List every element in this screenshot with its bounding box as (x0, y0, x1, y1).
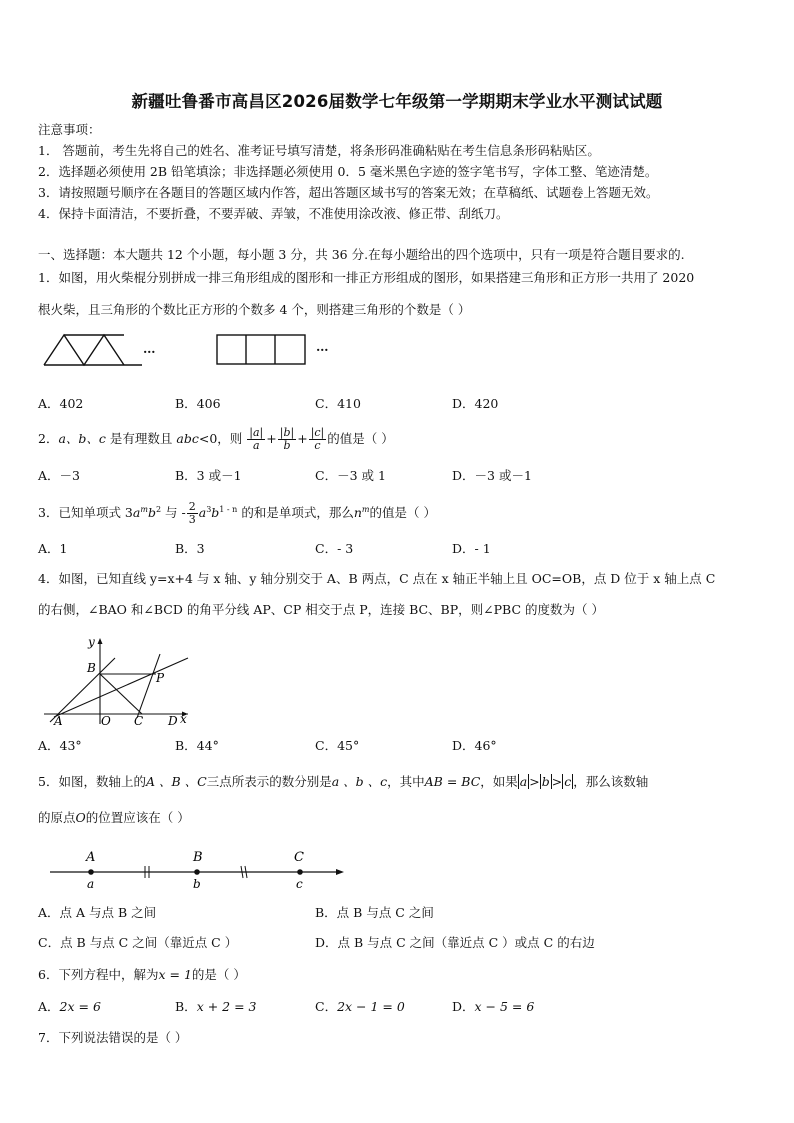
q4-label-y: y (88, 635, 95, 649)
q4-choice-d: D．46° (452, 738, 497, 753)
q5-choice-c: C．点 B 与点 C 之间（靠近点 C ） (38, 935, 238, 950)
q3-choice-b: B．3 (175, 541, 205, 556)
q5-axis-label-A: A (86, 850, 96, 865)
q2-stem: 2．a、b、c 是有理数且 abc<0，则 $\frac{|a|}{a}$ + $\frac{|b|}{b}$ + $\frac{|c|}{c}$ 的值是（ ） (38, 426, 394, 452)
q3-tail: 的值是（ ） (369, 505, 436, 520)
q3-stem: 3．已知单项式 $3a^mb^2$ 与 - $\frac{2}{3}$ $a^3b^{1 - n}$ 的和是单项式，那么$n^m$的值是（ ） (38, 500, 436, 526)
q3-choice-d: D．- 1 (452, 541, 491, 556)
q3-choice-c: C．- 3 (315, 541, 354, 556)
q5-numbers: a 、b 、c (331, 774, 388, 789)
q4-stem-line2: 的右侧，∠BAO 和∠BCD 的角平分线 AP、CP 相交于点 P，连接 BC、BP，则∠PBC 的度数为（ ） (38, 602, 604, 617)
q6-choice-d: D．x − 5 = 6 (452, 999, 535, 1014)
q6-equation: x = 1 (158, 967, 192, 982)
q2-fraction-c: $\frac{|c|}{c}$ (310, 426, 325, 452)
q2-mid: 是有理数且 (105, 431, 177, 446)
q5-axis-label-c: c (296, 877, 303, 891)
q5-stem-line2: 的原点O的位置应该在（ ） (38, 810, 190, 825)
q1-squares-ellipsis: … (316, 339, 329, 354)
q1-stem-line2: 根火柴，且三角形的个数比正方形的个数多 4 个，则搭建三角形的个数是（ ） (38, 302, 471, 317)
q2-vars: a、b、c (58, 431, 106, 446)
q4-label-a: A (54, 714, 63, 728)
q5-stem-line1: 5．如图，数轴上的A 、B 、C三点所表示的数分别是a 、b 、c，其中AB = BC，如果 a > b > c ，那么该数轴 (38, 774, 649, 789)
q4-label-b: B (87, 661, 96, 675)
q5-equation: AB = BC (424, 774, 481, 789)
notice-item: 3．请按照题号顺序在各题目的答题区域内作答，超出答题区域书写的答案无效；在草稿纸、试题卷上答题无效。 (38, 185, 659, 200)
q5-choice-a: A．点 A 与点 B 之间 (38, 905, 157, 920)
q1-choice-d: D．420 (452, 396, 499, 411)
q2-fraction-a: $\frac{|a|}{a}$ (249, 426, 264, 452)
q5-choice-b: B．点 B 与点 C 之间 (315, 905, 434, 920)
q3-intro: 3．已知单项式 3 (38, 505, 133, 520)
q5-abs-a: a (519, 774, 528, 789)
q3-mid: 的和是单项式，那么 (241, 505, 354, 520)
q5-abs-b: b (541, 774, 550, 789)
notice-heading: 注意事项： (38, 122, 101, 137)
q2-choice-a: A．－3 (38, 468, 80, 483)
notice-item: 1． 答题前，考生先将自己的姓名、准考证号填写清楚，将条形码准确粘贴在考生信息条形码粘贴区。 (38, 143, 600, 158)
q4-stem-line1: 4．如图，已知直线 y=x+4 与 x 轴、y 轴分别交于 A、B 两点，C 点在 x 轴正半轴上且 OC=OB，点 D 位于 x 轴上点 C (38, 571, 716, 586)
q5-origin-symbol: O (75, 810, 86, 825)
q4-choice-b: B．44° (175, 738, 219, 753)
q2-choice-d: D．－3 或－1 (452, 468, 532, 483)
q2-choice-b: B．3 或－1 (175, 468, 242, 483)
q3-and: 与 - (165, 505, 186, 520)
q1-choice-a: A．402 (38, 396, 84, 411)
q2-tail: 的值是（ ） (327, 431, 394, 446)
q4-label-x: x (180, 712, 187, 726)
q4-label-o: O (101, 714, 111, 728)
q2-choice-c: C．－3 或 1 (315, 468, 386, 483)
q2-lt: <0，则 (198, 431, 243, 446)
q3-choice-a: A．1 (38, 541, 68, 556)
q5-axis-label-C: C (294, 850, 304, 865)
q5-axis-label-b: b (193, 877, 201, 891)
section-heading: 一、选择题：本大题共 12 个小题，每小题 3 分，共 36 分.在每小题给出的四个选项中，只有一项是符合题目要求的. (38, 247, 685, 262)
q5-axis-label-a: a (87, 877, 95, 891)
q4-label-c: C (134, 714, 144, 728)
q2-cond: abc (176, 431, 199, 446)
notice-item: 4．保持卡面清洁，不要折叠，不要弄破、弄皱，不准使用涂改液、修正带、刮纸刀。 (38, 206, 509, 221)
q1-triangles-ellipsis: … (143, 341, 156, 356)
q1-squares-figure (216, 334, 308, 366)
q5-abs-c: c (564, 774, 572, 789)
q5-choice-d: D．点 B 与点 C 之间（靠近点 C ）或点 C 的右边 (315, 935, 595, 950)
q1-stem-line1: 1．如图，用火柴棍分别拼成一排三角形组成的图形和一排正方形组成的图形，如果搭建三角形和正方形一共用了 2020 (38, 270, 695, 285)
q5-number-line-figure (48, 846, 348, 892)
q3-fraction: $\frac{2}{3}$ (188, 500, 196, 526)
q6-stem: 6．下列方程中，解为x = 1的是（ ） (38, 967, 246, 982)
q1-triangles-figure (42, 333, 142, 369)
q1-choice-c: C．410 (315, 396, 361, 411)
q4-choice-a: A．43° (38, 738, 82, 753)
q2-number: 2． (38, 431, 59, 446)
q5-axis-label-B: B (193, 850, 203, 865)
q7-stem: 7．下列说法错误的是（ ） (38, 1030, 188, 1045)
notice-item: 2．选择题必须使用 2B 铅笔填涂；非选择题必须使用 0．5 毫米黑色字迹的签字笔书写，字体工整、笔迹清楚。 (38, 164, 658, 179)
q4-label-p: P (156, 671, 165, 685)
q2-fraction-b: $\frac{|b|}{b}$ (279, 426, 295, 452)
q4-label-d: D (168, 714, 178, 728)
q6-choice-c: C．2x − 1 = 0 (315, 999, 405, 1014)
q5-points: A 、B 、C (145, 774, 207, 789)
q6-choice-b: B．x + 2 = 3 (175, 999, 257, 1014)
q6-choice-a: A．2x = 6 (38, 999, 101, 1014)
page-title: 新疆吐鲁番市高昌区2026届数学七年级第一学期期末学业水平测试试题 (131, 92, 663, 111)
q4-choice-c: C．45° (315, 738, 360, 753)
q1-choice-b: B．406 (175, 396, 221, 411)
q4-geometry-figure (40, 634, 195, 726)
